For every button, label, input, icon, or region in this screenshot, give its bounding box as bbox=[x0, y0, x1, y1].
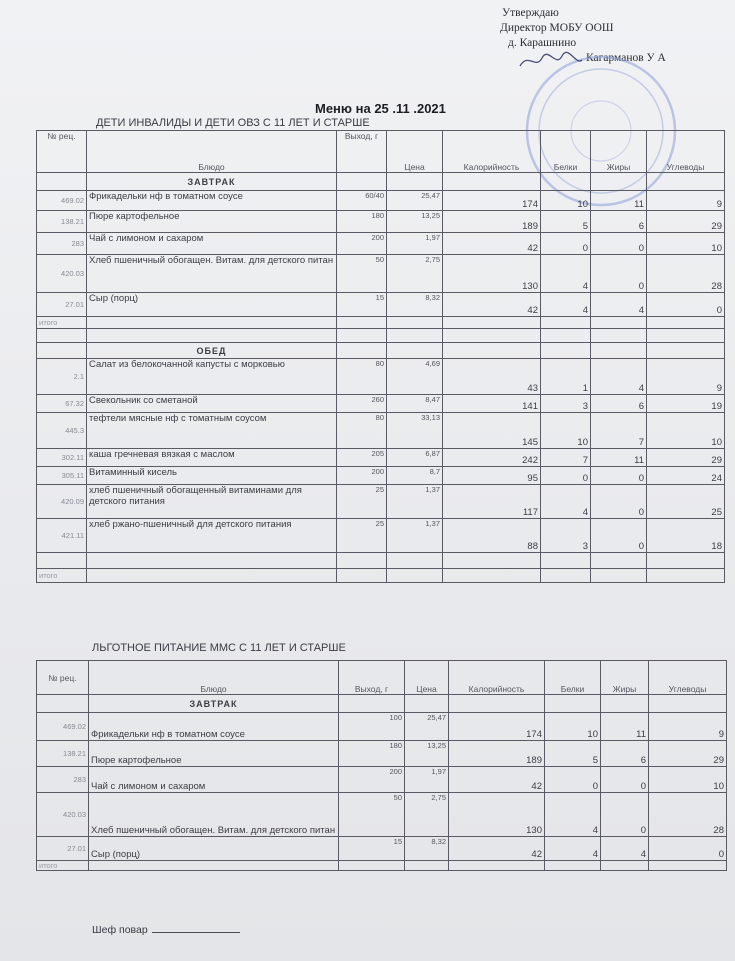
dish-name: Фрикадельки нф в томатном соусе bbox=[89, 713, 339, 741]
carbs: 0 bbox=[647, 293, 725, 317]
col-header-protein: Белки bbox=[541, 131, 591, 173]
carbs: 28 bbox=[647, 255, 725, 293]
fat: 6 bbox=[601, 741, 649, 767]
carbs: 25 bbox=[647, 485, 725, 519]
table-row bbox=[37, 191, 725, 211]
fat: 0 bbox=[601, 767, 649, 793]
section-row-breakfast bbox=[37, 173, 725, 191]
dish-name: Фрикадельки нф в томатном соусе bbox=[87, 191, 337, 211]
protein: 10 bbox=[541, 413, 591, 449]
fat: 6 bbox=[591, 395, 647, 413]
output-grams: 25 bbox=[337, 485, 387, 519]
total-label: итого bbox=[37, 317, 87, 329]
calories: 88 bbox=[443, 519, 541, 553]
output-grams: 15 bbox=[337, 293, 387, 317]
output-grams: 80 bbox=[337, 413, 387, 449]
dish-name: Пюре картофельное bbox=[87, 211, 337, 233]
col-header-code: № рец. bbox=[37, 661, 89, 695]
fat: 4 bbox=[591, 293, 647, 317]
price: 1,37 bbox=[387, 485, 443, 519]
fat: 0 bbox=[601, 793, 649, 837]
recipe-code: 302.11 bbox=[37, 449, 87, 467]
recipe-code: 420.03 bbox=[37, 793, 89, 837]
spacer-row bbox=[37, 553, 725, 569]
protein: 4 bbox=[541, 485, 591, 519]
output-grams: 200 bbox=[337, 467, 387, 485]
carbs: 10 bbox=[647, 233, 725, 255]
recipe-code: 420.09 bbox=[37, 485, 87, 519]
approval-line-2: Директор МОБУ ООШ bbox=[500, 22, 614, 34]
price: 8,32 bbox=[387, 293, 443, 317]
calories: 130 bbox=[443, 255, 541, 293]
price: 6,87 bbox=[387, 449, 443, 467]
fat: 4 bbox=[601, 837, 649, 861]
calories: 145 bbox=[443, 413, 541, 449]
carbs: 10 bbox=[647, 413, 725, 449]
table-row bbox=[37, 467, 725, 485]
dish-name: Свекольник со сметаной bbox=[87, 395, 337, 413]
dish-name: Пюре картофельное bbox=[89, 741, 339, 767]
carbs: 9 bbox=[647, 359, 725, 395]
total-row bbox=[37, 569, 725, 583]
price: 1,97 bbox=[405, 767, 449, 793]
table-row bbox=[37, 741, 727, 767]
price: 8,7 bbox=[387, 467, 443, 485]
carbs: 18 bbox=[647, 519, 725, 553]
col-header-fat: Жиры bbox=[591, 131, 647, 173]
price: 4,69 bbox=[387, 359, 443, 395]
dish-name: тефтели мясные нф с томатным соусом bbox=[87, 413, 337, 449]
dish-name: каша гречневая вязкая с маслом bbox=[87, 449, 337, 467]
protein: 10 bbox=[545, 713, 601, 741]
table-header-row bbox=[37, 131, 725, 173]
approval-signature: Кагарманов У А bbox=[586, 52, 666, 64]
output-grams: 15 bbox=[339, 837, 405, 861]
col-header-carbs: Углеводы bbox=[649, 661, 727, 695]
calories: 42 bbox=[443, 233, 541, 255]
protein: 10 bbox=[541, 191, 591, 211]
chef-signature bbox=[92, 922, 240, 936]
table-row bbox=[37, 837, 727, 861]
fat: 0 bbox=[591, 255, 647, 293]
price: 13,25 bbox=[387, 211, 443, 233]
recipe-code: 27.01 bbox=[37, 837, 89, 861]
approval-line-1: Утверждаю bbox=[502, 7, 559, 19]
carbs: 19 bbox=[647, 395, 725, 413]
dish-name: хлеб ржано-пшеничный для детского питания bbox=[87, 519, 337, 553]
recipe-code: 420.03 bbox=[37, 255, 87, 293]
output-grams: 260 bbox=[337, 395, 387, 413]
carbs: 29 bbox=[647, 211, 725, 233]
menu-table-2 bbox=[36, 660, 727, 871]
recipe-code: 421.11 bbox=[37, 519, 87, 553]
recipe-code: 305.11 bbox=[37, 467, 87, 485]
fat: 4 bbox=[591, 359, 647, 395]
table-row bbox=[37, 519, 725, 553]
dish-name: Салат из белокочанной капусты с морковью bbox=[87, 359, 337, 395]
section1-subtitle: ДЕТИ ИНВАЛИДЫ И ДЕТИ ОВЗ С 11 ЛЕТ И СТАРШЕ bbox=[96, 117, 370, 129]
calories: 174 bbox=[449, 713, 545, 741]
protein: 4 bbox=[541, 293, 591, 317]
calories: 242 bbox=[443, 449, 541, 467]
price: 33,13 bbox=[387, 413, 443, 449]
calories: 117 bbox=[443, 485, 541, 519]
calories: 141 bbox=[443, 395, 541, 413]
price: 13,25 bbox=[405, 741, 449, 767]
output-grams: 200 bbox=[337, 233, 387, 255]
dish-name: Хлеб пшеничный обогащен. Витам. для детского питан bbox=[87, 255, 337, 293]
recipe-code: 67.32 bbox=[37, 395, 87, 413]
table-row bbox=[37, 211, 725, 233]
protein: 1 bbox=[541, 359, 591, 395]
menu-title: Меню на 25 .11 .2021 bbox=[315, 101, 446, 116]
protein: 0 bbox=[545, 767, 601, 793]
col-header-code: № рец. bbox=[37, 131, 87, 173]
breakfast-label: ЗАВТРАК bbox=[89, 695, 339, 713]
recipe-code: 138.21 bbox=[37, 741, 89, 767]
carbs: 29 bbox=[647, 449, 725, 467]
dish-name: Сыр (порц) bbox=[89, 837, 339, 861]
fat: 0 bbox=[591, 519, 647, 553]
output-grams: 205 bbox=[337, 449, 387, 467]
approval-line-3: д. Карашнино bbox=[508, 37, 577, 49]
table-row bbox=[37, 255, 725, 293]
protein: 0 bbox=[541, 233, 591, 255]
price: 8,32 bbox=[405, 837, 449, 861]
chef-label: Шеф повар bbox=[92, 924, 148, 936]
recipe-code: 2.1 bbox=[37, 359, 87, 395]
table-row bbox=[37, 233, 725, 255]
calories: 42 bbox=[449, 837, 545, 861]
calories: 42 bbox=[449, 767, 545, 793]
signature-scribble bbox=[516, 48, 586, 76]
table-row bbox=[37, 293, 725, 317]
protein: 0 bbox=[541, 467, 591, 485]
carbs: 24 bbox=[647, 467, 725, 485]
fat: 0 bbox=[591, 485, 647, 519]
fat: 0 bbox=[591, 467, 647, 485]
output-grams: 60/40 bbox=[337, 191, 387, 211]
protein: 5 bbox=[545, 741, 601, 767]
price: 1,97 bbox=[387, 233, 443, 255]
recipe-code: 283 bbox=[37, 233, 87, 255]
carbs: 9 bbox=[647, 191, 725, 211]
fat: 11 bbox=[591, 449, 647, 467]
table-row bbox=[37, 449, 725, 467]
price: 1,37 bbox=[387, 519, 443, 553]
signature-line bbox=[152, 922, 240, 933]
col-header-output: Выход, г bbox=[339, 661, 405, 695]
lunch-label: ОБЕД bbox=[87, 343, 337, 359]
calories: 43 bbox=[443, 359, 541, 395]
fat: 0 bbox=[591, 233, 647, 255]
col-header-carbs: Углеводы bbox=[647, 131, 725, 173]
recipe-code: 283 bbox=[37, 767, 89, 793]
price: 25,47 bbox=[387, 191, 443, 211]
calories: 189 bbox=[449, 741, 545, 767]
col-header-kcal: Калорийность bbox=[449, 661, 545, 695]
table-row bbox=[37, 395, 725, 413]
output-grams: 100 bbox=[339, 713, 405, 741]
recipe-code: 138.21 bbox=[37, 211, 87, 233]
output-grams: 80 bbox=[337, 359, 387, 395]
carbs: 9 bbox=[649, 713, 727, 741]
carbs: 10 bbox=[649, 767, 727, 793]
calories: 95 bbox=[443, 467, 541, 485]
protein: 4 bbox=[545, 837, 601, 861]
protein: 3 bbox=[541, 519, 591, 553]
output-grams: 50 bbox=[337, 255, 387, 293]
table-row bbox=[37, 413, 725, 449]
price: 2,75 bbox=[387, 255, 443, 293]
fat: 6 bbox=[591, 211, 647, 233]
recipe-code: 27.01 bbox=[37, 293, 87, 317]
fat: 11 bbox=[591, 191, 647, 211]
price: 2,75 bbox=[405, 793, 449, 837]
menu-table-1 bbox=[36, 130, 725, 583]
col-header-fat: Жиры bbox=[601, 661, 649, 695]
dish-name: Сыр (порц) bbox=[87, 293, 337, 317]
dish-name: Хлеб пшеничный обогащен. Витам. для детского питан bbox=[89, 793, 339, 837]
dish-name: Витаминный кисель bbox=[87, 467, 337, 485]
output-grams: 180 bbox=[339, 741, 405, 767]
col-header-kcal: Калорийность bbox=[443, 131, 541, 173]
col-header-dish: Блюдо bbox=[87, 131, 337, 173]
protein: 5 bbox=[541, 211, 591, 233]
table-row bbox=[37, 793, 727, 837]
total-label: итого bbox=[37, 861, 89, 871]
output-grams: 180 bbox=[337, 211, 387, 233]
table-row bbox=[37, 485, 725, 519]
calories: 130 bbox=[449, 793, 545, 837]
carbs: 28 bbox=[649, 793, 727, 837]
total-label: итого bbox=[37, 569, 87, 583]
col-header-protein: Белки bbox=[545, 661, 601, 695]
col-header-price: Цена bbox=[405, 661, 449, 695]
total-row bbox=[37, 317, 725, 329]
dish-name: хлеб пшеничный обогащенный витаминами для детского питания bbox=[87, 485, 337, 519]
spacer-row bbox=[37, 329, 725, 343]
table-row bbox=[37, 359, 725, 395]
protein: 4 bbox=[541, 255, 591, 293]
breakfast-label: ЗАВТРАК bbox=[87, 173, 337, 191]
col-header-output: Выход, г bbox=[337, 131, 387, 173]
col-header-price: Цена bbox=[387, 131, 443, 173]
col-header-dish: Блюдо bbox=[89, 661, 339, 695]
calories: 189 bbox=[443, 211, 541, 233]
protein: 7 bbox=[541, 449, 591, 467]
section-row-breakfast bbox=[37, 695, 727, 713]
recipe-code: 445.3 bbox=[37, 413, 87, 449]
carbs: 29 bbox=[649, 741, 727, 767]
output-grams: 200 bbox=[339, 767, 405, 793]
calories: 174 bbox=[443, 191, 541, 211]
output-grams: 25 bbox=[337, 519, 387, 553]
price: 8,47 bbox=[387, 395, 443, 413]
price: 25,47 bbox=[405, 713, 449, 741]
table-row bbox=[37, 713, 727, 741]
calories: 42 bbox=[443, 293, 541, 317]
carbs: 0 bbox=[649, 837, 727, 861]
protein: 4 bbox=[545, 793, 601, 837]
section2-subtitle: ЛЬГОТНОЕ ПИТАНИЕ ММС С 11 ЛЕТ И СТАРШЕ bbox=[92, 642, 346, 654]
section-row-lunch bbox=[37, 343, 725, 359]
fat: 11 bbox=[601, 713, 649, 741]
fat: 7 bbox=[591, 413, 647, 449]
dish-name: Чай с лимоном и сахаром bbox=[89, 767, 339, 793]
dish-name: Чай с лимоном и сахаром bbox=[87, 233, 337, 255]
recipe-code: 469.02 bbox=[37, 191, 87, 211]
table-row bbox=[37, 767, 727, 793]
protein: 3 bbox=[541, 395, 591, 413]
recipe-code: 469.02 bbox=[37, 713, 89, 741]
table-header-row bbox=[37, 661, 727, 695]
output-grams: 50 bbox=[339, 793, 405, 837]
total-row bbox=[37, 861, 727, 871]
